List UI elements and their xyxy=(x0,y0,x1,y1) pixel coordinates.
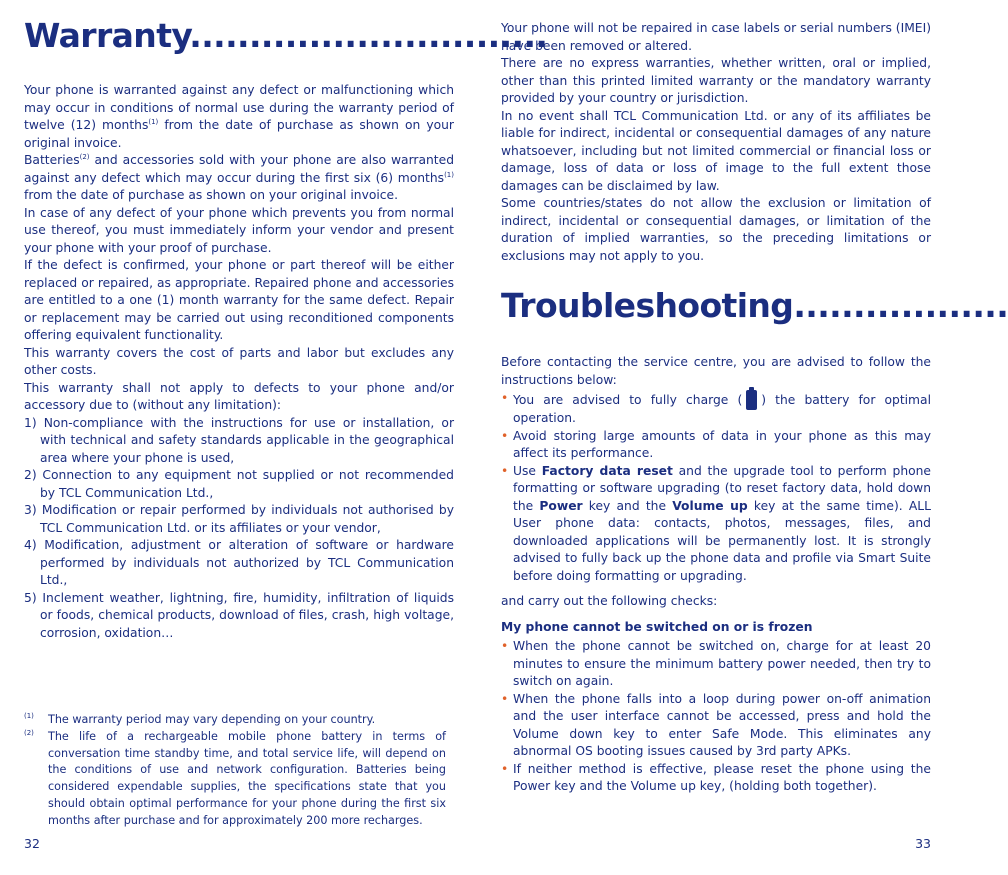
section-subheading: My phone cannot be switched on or is frozen xyxy=(501,619,813,634)
footnotes xyxy=(24,712,446,830)
warranty-paragraph: In no event shall TCL Communication Ltd. or any of its affiliates be liable for indirect, incidental or consequential damages of any nature whatsoever, including but not limited commercial or financial loss or damage, loss of data or loss of image to the full extent those damages can be disclaimed by law. xyxy=(501,108,931,193)
warranty-paragraph: Your phone will not be repaired in case labels or serial numbers (IMEI) have been removed or altered. xyxy=(501,21,931,53)
list-item xyxy=(501,761,931,796)
text-span: key and the xyxy=(582,498,673,513)
warranty-body xyxy=(24,82,454,642)
text-span: ) the battery for optimal operation. xyxy=(513,393,931,425)
warranty-paragraph xyxy=(24,82,454,152)
warranty-paragraph: Some countries/states do not allow the exclusion or limitation of indirect, incidental or consequential damages, or limitation of the duration of implied warranties, so the preceding limitations or exclusions may not apply to you. xyxy=(501,196,931,263)
list-item xyxy=(501,463,931,586)
text-span: If neither method is effective, please reset the phone using the Power key and the Volume up key, (holding both together). xyxy=(513,761,931,793)
footnote xyxy=(24,712,446,729)
bold-term: Volume up xyxy=(672,498,748,513)
footnote-text: The life of a rechargeable mobile phone battery in terms of conversation time standby time, and total service life, will depend on the conditions of use and network configuration. Batteries being considered expendable supplies, the specifications state that you should obtain optimal performance for your phone during the first six months after purchase and for approximately 200 more recharges. xyxy=(48,729,446,827)
list-item xyxy=(501,390,931,428)
text-span: Avoid storing large amounts of data in your phone as this may affect its performance. xyxy=(513,428,931,460)
frozen-tips-list xyxy=(501,638,931,796)
text-span: Batteries xyxy=(24,153,80,167)
bold-term: Factory data reset xyxy=(541,463,673,478)
footnote-mark: (2) xyxy=(24,728,34,737)
page-number: 32 xyxy=(24,836,40,851)
checks-intro: and carry out the following checks: xyxy=(501,594,718,608)
footnote-ref: (2) xyxy=(79,153,90,161)
list-item xyxy=(501,691,931,761)
warranty-paragraph: In case of any defect of your phone which prevents you from normal use thereof, you must immediately inform your vendor and present your phone with your proof of purchase. xyxy=(24,205,454,255)
troubleshooting-heading: Troubleshooting.................. xyxy=(501,286,1008,325)
text-span: Use xyxy=(513,463,542,478)
exclusion-item: 1) Non-compliance with the instructions for use or installation, or with technical and safety standards applicable in the geographical area where your phone is used, xyxy=(24,415,454,465)
exclusion-item: 3) Modification or repair performed by individuals not authorised by TCL Communication Ltd. or its affiliates or your vendor, xyxy=(24,503,454,535)
intro-text: Before contacting the service centre, you are advised to follow the instructions below: xyxy=(501,355,931,387)
bullet-icon: • xyxy=(501,463,509,478)
warranty-paragraph: There are no express warranties, whether written, oral or implied, other than this printed limited warranty or the mandatory warranty provided by your country or jurisdiction. xyxy=(501,56,931,105)
battery-icon xyxy=(746,390,757,410)
text-span: key at the same time). ALL User phone data: contacts, photos, messages, files, and downloaded applications will be permanently lost. It is strongly advised to fully back up the phone data and profile via Smart Suite before doing formatting or upgrading. xyxy=(513,498,931,583)
bullet-icon: • xyxy=(501,639,509,653)
warranty-paragraph: This warranty shall not apply to defects to your phone and/or accessory due to (without any limitation): xyxy=(24,380,454,412)
tips-list xyxy=(501,390,931,585)
text-span: from the date of purchase as shown on your original invoice. xyxy=(24,188,399,202)
right-page xyxy=(501,0,1008,875)
list-item xyxy=(501,638,931,691)
list-item xyxy=(501,428,931,463)
bullet-icon: • xyxy=(501,391,509,405)
bullet-icon: • xyxy=(501,428,509,443)
text-span: When the phone cannot be switched on, charge for at least 20 minutes to ensure the minimum battery power needed, then try to switch on again. xyxy=(513,639,931,688)
text-span: Your phone is warranted against any defect or malfunctioning which may occur in conditions of normal use during the warranty period of twelve (12) months xyxy=(24,83,454,132)
warranty-paragraph xyxy=(24,152,454,205)
exclusion-item: 5) Inclement weather, lightning, fire, humidity, infiltration of liquids or foods, chemical products, download of files, crash, high voltage, corrosion, oxidation… xyxy=(24,590,454,640)
text-span: You are advised to fully charge ( xyxy=(513,393,743,407)
bullet-icon: • xyxy=(501,761,509,776)
left-page xyxy=(24,0,548,875)
exclusion-item: 2) Connection to any equipment not supplied or not recommended by TCL Communication Ltd., xyxy=(24,468,454,500)
troubleshooting-body xyxy=(501,354,931,796)
warranty-heading: Warranty.............................. xyxy=(24,16,548,55)
footnote-ref: (1) xyxy=(444,170,454,179)
warranty-continued xyxy=(501,20,931,265)
footnote-text: The warranty period may vary depending on your country. xyxy=(48,713,376,726)
text-span: and the upgrade tool to perform phone formatting or software upgrading (to reset factory data, hold down the xyxy=(513,463,931,513)
page-number: 33 xyxy=(915,836,931,851)
warranty-paragraph: If the defect is confirmed, your phone or part thereof will be either replaced or repaired, as appropriate. Repaired phone and accessories are entitled to a one (1) month warranty for the same defect. Repair or replacement may be carried out using reconditioned components offering equivalent functionality. xyxy=(24,258,454,342)
bold-term: Power xyxy=(539,498,583,513)
footnote-mark: (1) xyxy=(24,712,34,720)
bullet-icon: • xyxy=(501,691,509,706)
footnote xyxy=(24,729,446,830)
exclusion-item: 4) Modification, adjustment or alteration of software or hardware performed by individuals not authorized by TCL Communication Ltd., xyxy=(24,538,454,587)
text-span: from the date of purchase as shown on your original invoice. xyxy=(24,118,454,150)
warranty-paragraph: This warranty covers the cost of parts and labor but excludes any other costs. xyxy=(24,345,454,377)
text-span: When the phone falls into a loop during power on-off animation and the user interface cannot be accessed, press and hold the Volume down key to enter Safe Mode. This eliminates any abnormal OS booting issues caused by 3rd party APKs. xyxy=(513,691,931,758)
footnote-ref: (1) xyxy=(148,118,159,126)
text-span: and accessories sold with your phone are also warranted against any defect which may occur during the first six (6) months xyxy=(24,153,454,185)
